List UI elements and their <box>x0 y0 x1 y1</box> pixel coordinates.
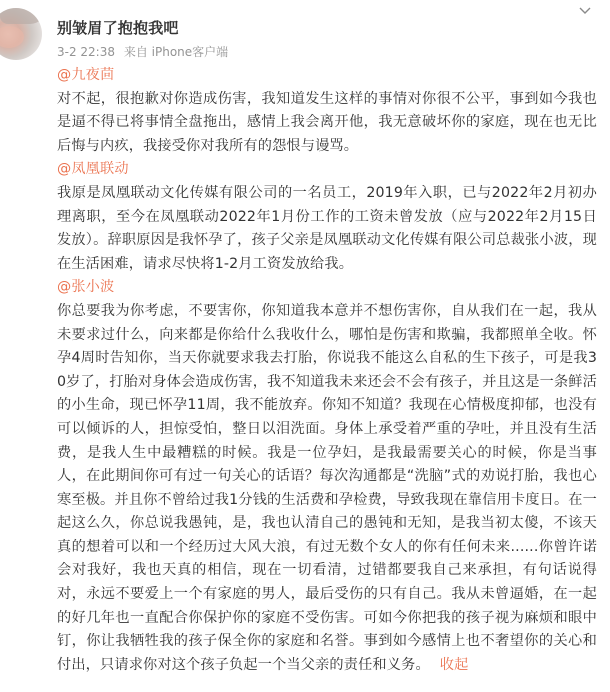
post-timestamp[interactable]: 3-2 22:38 <box>57 45 115 59</box>
mention-fenghuang[interactable]: @凤凰联动 <box>57 161 129 178</box>
mention-jiuyehui[interactable]: @九夜茴 <box>57 67 115 83</box>
chevron-down-icon[interactable] <box>578 4 592 18</box>
avatar-face <box>0 26 24 48</box>
collapse-link[interactable]: 收起 <box>439 656 469 673</box>
post-paragraph: 对不起，很抱歉对你造成伤害，我知道发生这样的事情对你很不公平，事到如今我也是逼不得已将事情全盘拖出，感情上我会离开他，我无意破坏你的家庭，现在也无比后悔与内疚，我接受你对我所有的怨恨与谩骂。 <box>57 90 597 154</box>
post-paragraph: 我原是凤凰联动文化传媒有限公司的一名员工，2019年入职，已与2022年2月初办理离职，至今在凤凰联动2022年1月份工作的工资未曾发放（应与2022年2月15日发放）。辞职原因是我怀孕了，孩子父亲是凤凰联动文化传媒有限公司总裁张小波，现在生活困难，请求尽快将1-2月工资发放给我。 <box>57 184 597 272</box>
mention-zhangxiaobo[interactable]: @张小波 <box>57 279 115 296</box>
post-paragraph-text: 你总要我为你考虑，不要害你，你知道我本意并不想伤害你，自从我们在一起，我从未要求过什么，向来都是你给什么我收什么，哪怕是伤害和欺骗，我都照单全收。怀孕4周时告知你，当天你就要求我去打胎，你说我不能这么自私的生下孩子，可是我30岁了，打胎对身体会造成伤害，我不知道我未来还会不会有孩子，并且这是一条鲜活的小生命，现已怀孕11周，我不能放弃。你知不知道？我现在心情极度抑郁，也没有可以倾诉的人，担惊受怕，整日以泪洗面。身体上承受着严重的孕吐，并且没有生活费，是我人生中最糟糕的时候。我是一位孕妇，是我最需要关心的时候，你是当事人，在此期间你可有过一句关心的话语？每次沟通都是“洗脑”式的劝说打胎，我也心寒至极。并且你不曾给过我1分钱的生活费和孕检费，导致我现在靠信用卡度日。在一起这么久，你总说我愚钝，是，我也认清自己的愚钝和无知，是我当初太傻，不该天真的想着可以和一个经历过大风大浪，有过无数个女人的你有任何未来......你曾许诺会对我好，我也天真的相信，现在一切看清，过错都要我自己来承担，有句话说得对，永远不要爱上一个有家庭的男人，最后受伤的只有自己。我从未曾逼婚，在一起的好几年也一直配合你保护你的家庭不受伤害。可如今你把我的孩子视为麻烦和眼中钉，你让我牺牲我的孩子保全你的家庭和名誉。事到如今感情上也不奢望你的关心和付出，只请求你对这个孩子负起一个当父亲的责任和义务。 <box>57 302 597 673</box>
post-source: 来自 iPhone客户端 <box>123 45 229 59</box>
avatar[interactable] <box>0 8 42 60</box>
post-paragraph-last <box>57 300 597 678</box>
post-content <box>57 64 597 677</box>
post-meta <box>57 43 233 60</box>
avatar-hair <box>0 8 42 24</box>
author-name[interactable]: 别皱眉了抱抱我吧 <box>57 19 179 37</box>
